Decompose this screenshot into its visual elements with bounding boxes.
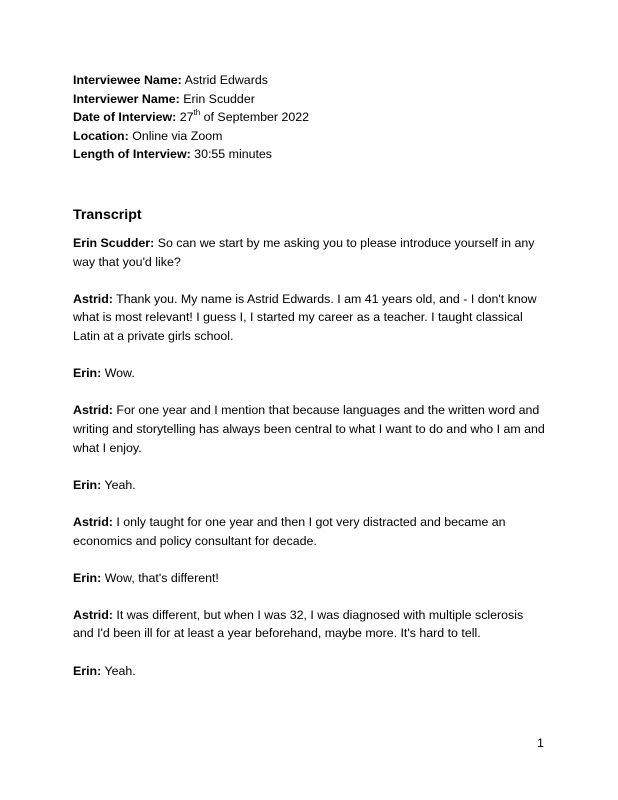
speaker-label: Erin: bbox=[73, 570, 102, 585]
utterance-text: Wow. bbox=[104, 366, 135, 381]
utterance-text: Thank you. My name is Astrid Edwards. I am 41 years old, and - I don't know what is most relevant! I guess I, I started my career as a teacher. I taught classical Latin at a private girls school. bbox=[73, 291, 537, 343]
speaker-label: Erin: bbox=[73, 366, 102, 381]
length-label: Length of Interview: bbox=[73, 147, 191, 162]
length-value: 30:55 minutes bbox=[194, 147, 273, 162]
location-line bbox=[73, 127, 553, 146]
transcript-heading: Transcript bbox=[73, 207, 142, 223]
speaker-label: Astrid: bbox=[73, 403, 113, 418]
transcript-paragraph bbox=[73, 290, 545, 346]
location-label: Location: bbox=[73, 128, 129, 143]
length-line bbox=[73, 145, 553, 164]
date-rest: of September 2022 bbox=[203, 110, 310, 125]
transcript-paragraph bbox=[73, 569, 545, 588]
interviewer-label: Interviewer Name: bbox=[73, 91, 180, 106]
speaker-label: Astrid: bbox=[73, 607, 113, 622]
speaker-label: Astrid: bbox=[73, 291, 113, 306]
transcript-body bbox=[73, 234, 545, 699]
interviewee-value: Astrid Edwards bbox=[184, 73, 268, 87]
transcript-paragraph bbox=[73, 234, 545, 271]
transcript-paragraph bbox=[73, 476, 545, 495]
interviewer-value: Erin Scudder bbox=[183, 91, 255, 106]
utterance-text: Wow, that's different! bbox=[104, 570, 219, 585]
date-label: Date of Interview: bbox=[73, 110, 177, 125]
utterance-text: Yeah. bbox=[104, 663, 136, 678]
date-ordinal-suffix: th bbox=[193, 108, 201, 118]
date-day: 27 bbox=[179, 110, 194, 125]
speaker-label: Erin Scudder: bbox=[73, 236, 155, 250]
transcript-paragraph bbox=[73, 662, 545, 681]
speaker-label: Astrid: bbox=[73, 514, 113, 529]
utterance-text: It was different, but when I was 32, I was diagnosed with multiple sclerosis and I'd been ill for at least a year beforehand, maybe more. It's hard to tell. bbox=[73, 607, 524, 641]
utterance-text: For one year and I mention that because languages and the written word and writing and storytelling has always been central to what I want to do and who I am and what I enjoy. bbox=[73, 403, 545, 455]
page-number: 1 bbox=[537, 736, 544, 750]
speaker-label: Erin: bbox=[73, 663, 102, 678]
transcript-paragraph bbox=[73, 606, 545, 643]
transcript-paragraph bbox=[73, 401, 545, 457]
date-line bbox=[73, 108, 553, 127]
transcript-paragraph bbox=[73, 364, 545, 383]
utterance-text: So can we start by me asking you to please introduce yourself in any way that you'd like? bbox=[73, 236, 535, 269]
interviewee-label: Interviewee Name: bbox=[73, 73, 182, 87]
interviewer-line bbox=[73, 90, 553, 109]
speaker-label: Erin: bbox=[73, 477, 102, 492]
location-value: Online via Zoom bbox=[132, 128, 223, 143]
interview-metadata bbox=[73, 71, 553, 164]
transcript-paragraph bbox=[73, 513, 545, 550]
utterance-text: Yeah. bbox=[104, 477, 136, 492]
utterance-text: I only taught for one year and then I got very distracted and became an economics and policy consultant for decade. bbox=[73, 514, 506, 548]
interviewee-line bbox=[73, 71, 553, 90]
